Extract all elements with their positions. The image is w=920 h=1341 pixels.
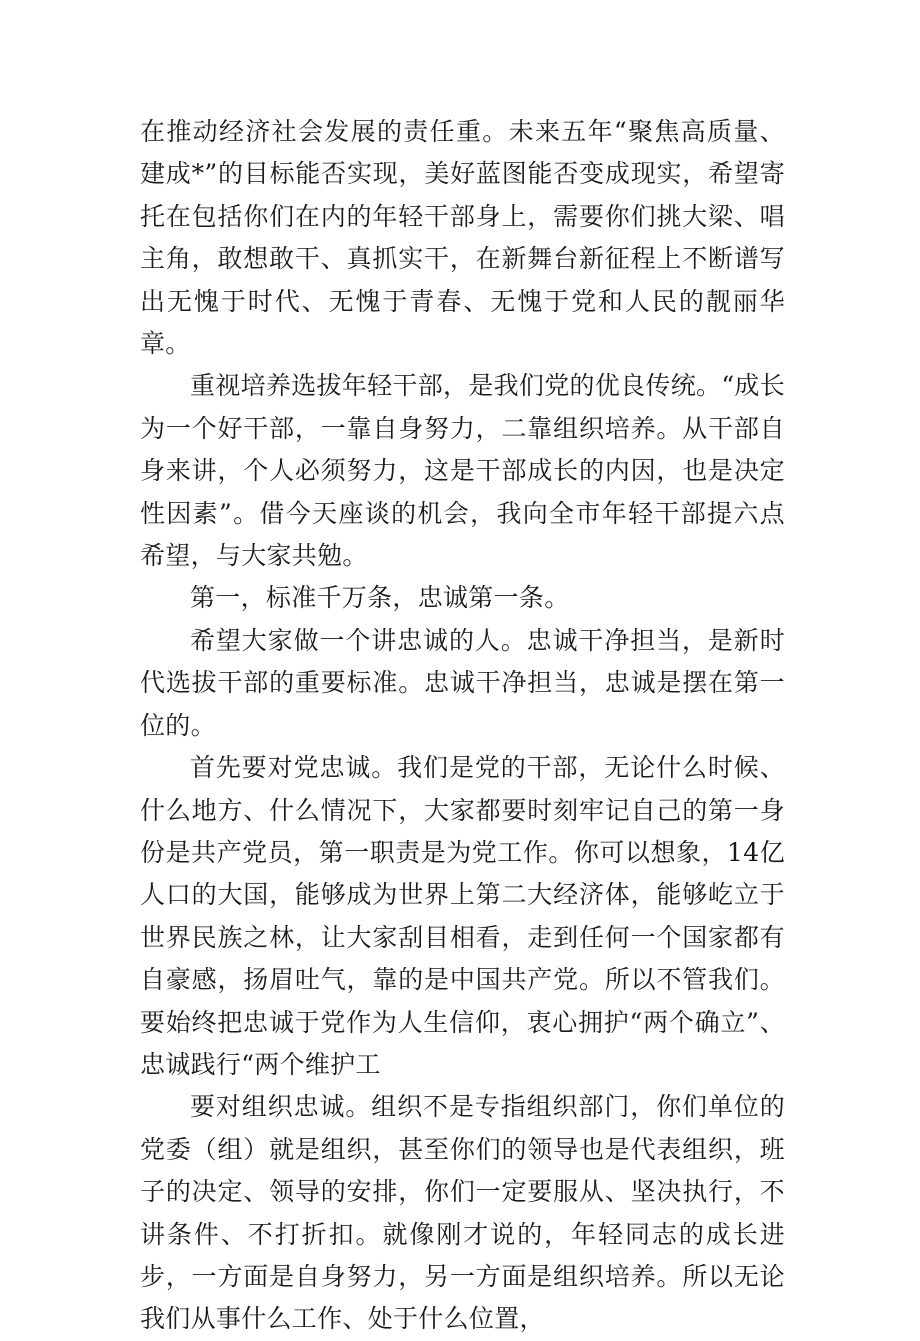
paragraph-1: 在推动经济社会发展的责任重。未来五年“聚焦高质量、建成*”的目标能否实现，美好蓝图能否变成现实，希望寄托在包括你们在内的年轻干部身上，需要你们挑大梁、唱主角，敢想敢干、真抓实干，在新舞台新征程上不断谱写出无愧于时代、无愧于青春、无愧于党和人民的靓丽华章。 bbox=[140, 117, 785, 359]
paragraph-2: 重视培养选拔年轻干部，是我们党的优良传统。“成长为一个好干部，一靠自身努力，二靠组织培养。从干部自身来讲，个人必须努力，这是干部成长的内因，也是决定性因素”。借今天座谈的机会，我向全市年轻干部提六点希望，与大家共勉。 bbox=[140, 371, 785, 571]
paragraph-5: 首先要对党忠诚。我们是党的干部，无论什么时候、什么地方、什么情况下，大家都要时刻牢记自己的第一身份是共产党员，第一职责是为党工作。你可以想象，14亿人口的大国，能够成为世界上第二大经济体，能够屹立于世界民族之林，让大家刮目相看，走到任何一个国家都有自豪感，扬眉吐气，靠的是中国共产党。所以不管我们。要始终把忠诚于党作为人生信仰，衷心拥护“两个确立”、忠诚践行“两个维护工 bbox=[140, 753, 785, 1079]
paragraph-3-heading: 第一，标准千万条，忠诚第一条。 bbox=[190, 583, 570, 613]
document-body bbox=[140, 111, 785, 1341]
paragraph-6: 要对组织忠诚。组织不是专指组织部门，你们单位的党委（组）就是组织，甚至你们的领导也是代表组织，班子的决定、领导的安排，你们一定要服从、坚决执行，不讲条件、不打折扣。就像刚才说的，年轻同志的成长进步，一方面是自身努力，另一方面是组织培养。所以无论我们从事什么工作、处于什么位置， bbox=[140, 1092, 785, 1334]
paragraph-4: 希望大家做一个讲忠诚的人。忠诚干净担当，是新时代选拔干部的重要标准。忠诚干净担当，忠诚是摆在第一位的。 bbox=[140, 625, 785, 740]
